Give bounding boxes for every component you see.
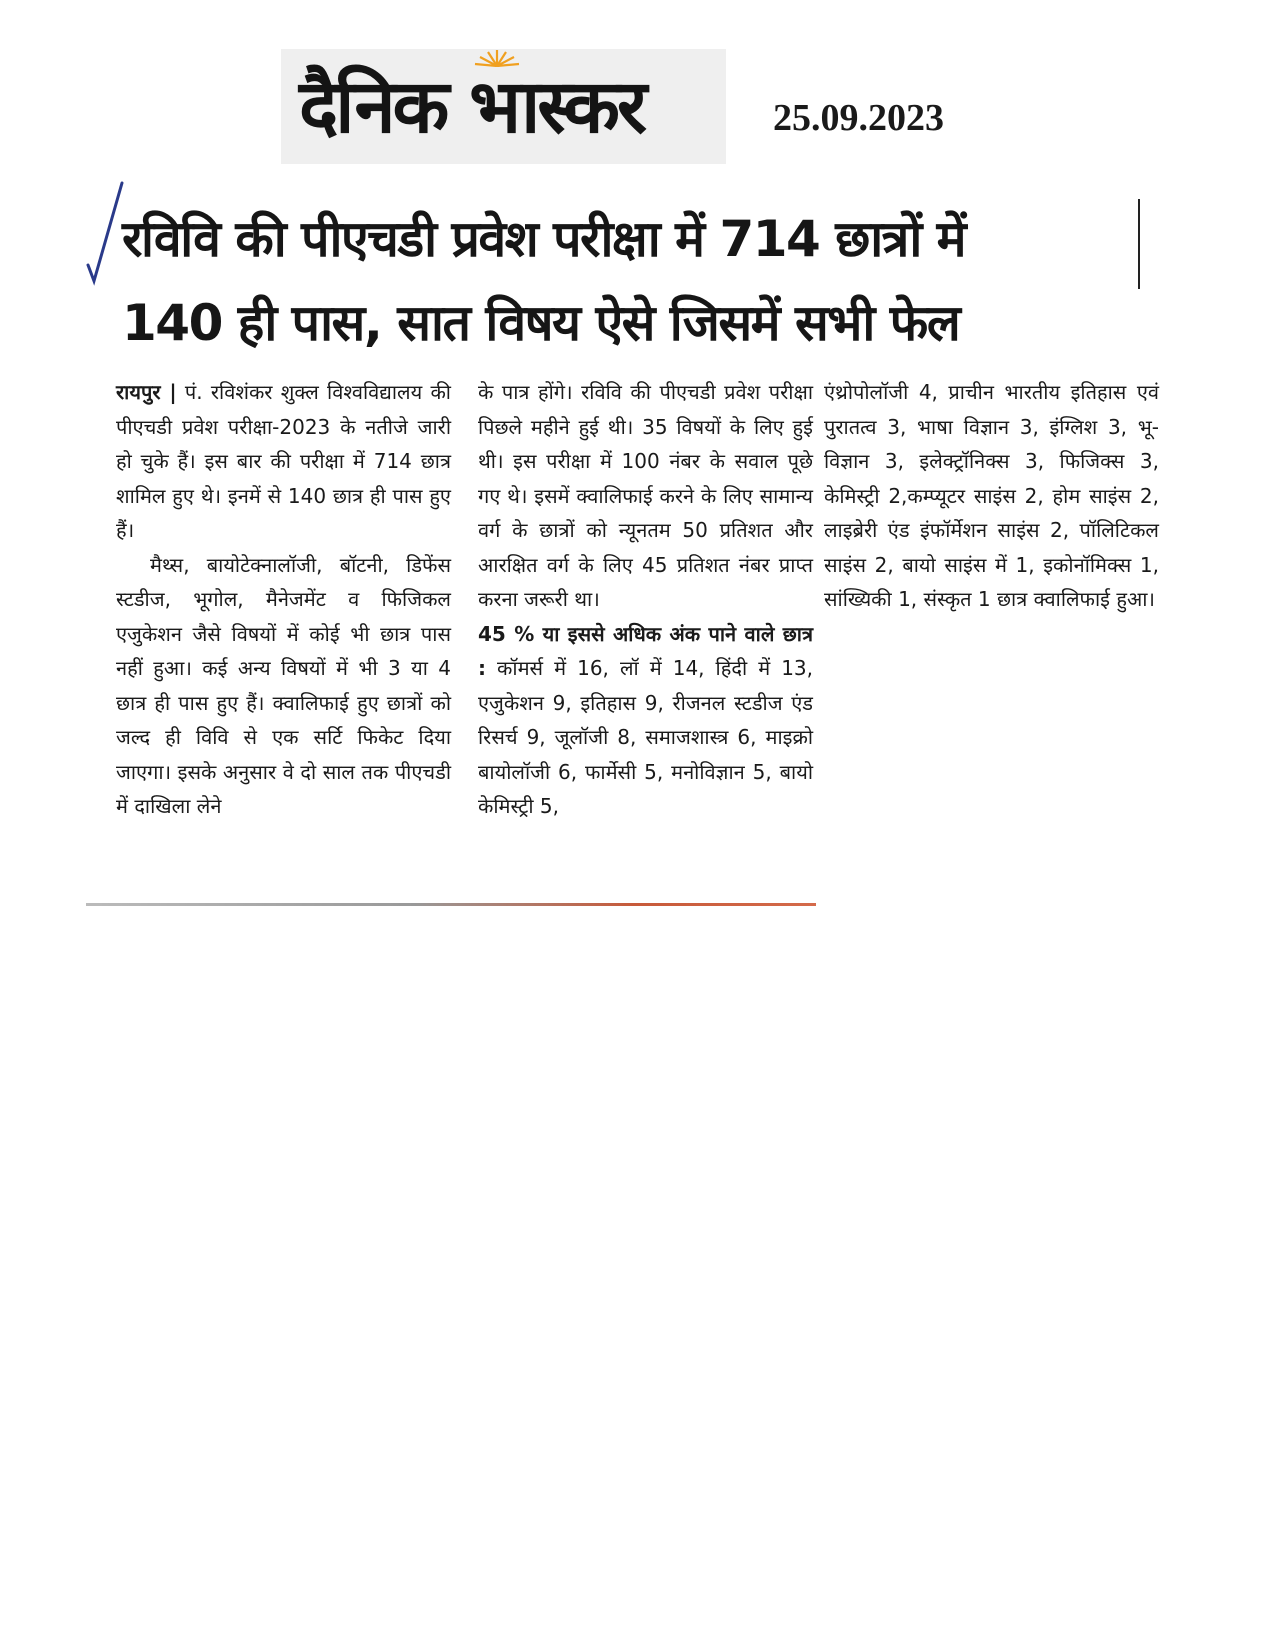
dateline: रायपुर | [116,380,177,404]
paragraph-qualified-list-1: कॉमर्स में 16, लॉ में 14, हिंदी में 13, एजुकेशन 9, इतिहास 9, रीजनल स्टडीज एंड रिसर्च 9, जूलॉजी 8, समाजशास्त्र 6, माइक्रो बायोलॉजी 6, फार्मेसी 5, मनोविज्ञान 5, बायो केमिस्ट्री 5, [478,656,813,818]
column-divider [1138,199,1140,289]
headline-line-1: रविवि की पीएचडी प्रवेश परीक्षा में 714 छात्रों में [122,210,966,268]
subheading-qualified: 45 % या इससे अधिक अंक पाने वाले छात्र : [478,621,813,680]
paragraph-intro: पं. रविशंकर शुक्ल विश्वविद्यालय की पीएचडी प्रवेश परीक्षा-2023 के नतीजे जारी हो चुके हैं। इस बार की परीक्षा में 714 छात्र शामिल हुए थे। इनमें से 140 छात्र ही पास हुए हैं। [116,380,451,542]
tick-mark-icon [86,181,126,291]
article-column-3 [824,375,1159,617]
paragraph-exam-details: के पात्र होंगे। रविवि की पीएचडी प्रवेश परीक्षा पिछले महीने हुई थी। 35 विषयों के लिए हुई थी। इस परीक्षा में 100 नंबर के सवाल पूछे गए थे। इसमें क्वालिफाई करने के लिए सामान्य वर्ग के छात्रों को न्यूनतम 50 प्रतिशत और आरक्षित वर्ग के लिए 45 प्रतिशत नंबर प्राप्त करना जरूरी था। [478,380,813,611]
newspaper-name: दैनिक भास्कर [299,64,645,150]
paragraph-subjects-failed: मैथ्स, बायोटेक्नालॉजी, बॉटनी, डिफेंस स्टडीज, भूगोल, मैनेजमेंट व फिजिकल एजुकेशन जैसे विषयों में कोई भी छात्र पास नहीं हुआ। कई अन्य विषयों में भी 3 या 4 छात्र ही पास हुए हैं। क्वालिफाई हुए छात्रों को जल्द ही विवि से एक सर्टि फिकेट दिया जाएगा। इसके अनुसार वे दो साल तक पीएचडी में दाखिला लेने [116,552,451,818]
clipping-bottom-edge [86,903,816,906]
publication-date: 25.09.2023 [773,97,944,139]
headline-line-2: 140 ही पास, सात विषय ऐसे जिसमें सभी फेल [122,294,960,352]
masthead [281,49,726,164]
news-clipping [86,181,1159,911]
headline [122,197,1122,365]
article-column-2 [478,375,813,824]
paragraph-qualified-list-2: एंथ्रोपोलॉजी 4, प्राचीन भारतीय इतिहास एवं पुरातत्व 3, भाषा विज्ञान 3, इंग्लिश 3, भू-विज्ञान 3, इलेक्ट्रॉनिक्स 3, फिजिक्स 3, केमिस्ट्री 2,कम्प्यूटर साइंस 2, होम साइंस 2, लाइब्रेरी एंड इंफॉर्मेशन साइंस 2, पॉलिटिकल साइंस 2, बायो साइंस में 1, इकोनॉमिक्स 1, सांख्यिकी 1, संस्कृत 1 छात्र क्वालिफाई हुआ। [824,380,1159,611]
article-column-1 [116,375,451,824]
